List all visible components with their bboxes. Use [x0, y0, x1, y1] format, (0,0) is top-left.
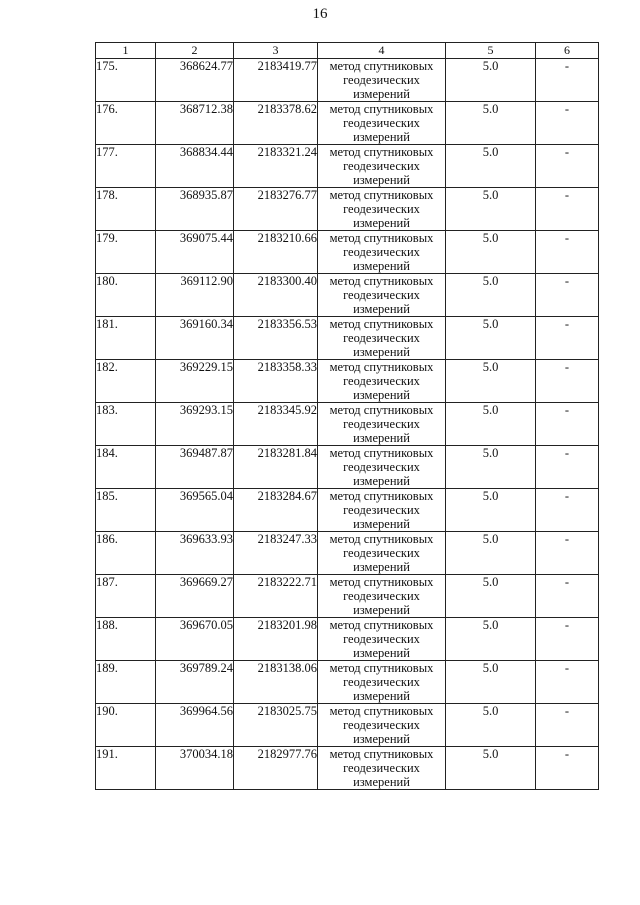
- method-line: измерений: [353, 302, 410, 316]
- method-cell: [318, 145, 446, 188]
- method-line: измерений: [353, 474, 410, 488]
- y-coordinate-cell: 2183276.77: [234, 188, 318, 231]
- method-line: геодезических: [343, 546, 420, 560]
- method-cell: [318, 661, 446, 704]
- method-line: геодезических: [343, 159, 420, 173]
- point-number-cell: 184.: [96, 446, 156, 489]
- x-coordinate-cell: 369075.44: [156, 231, 234, 274]
- note-cell: -: [536, 188, 599, 231]
- x-coordinate-cell: 370034.18: [156, 747, 234, 790]
- method-line: метод спутниковых: [329, 317, 434, 331]
- method-line: измерений: [353, 560, 410, 574]
- method-line: метод спутниковых: [329, 274, 434, 288]
- point-number-cell: 180.: [96, 274, 156, 317]
- accuracy-cell: 5.0: [446, 489, 536, 532]
- method-cell: [318, 575, 446, 618]
- column-header: 2: [156, 43, 234, 59]
- note-cell: -: [536, 704, 599, 747]
- point-number-cell: 188.: [96, 618, 156, 661]
- accuracy-cell: 5.0: [446, 446, 536, 489]
- note-cell: -: [536, 532, 599, 575]
- y-coordinate-cell: 2183281.84: [234, 446, 318, 489]
- x-coordinate-cell: 369789.24: [156, 661, 234, 704]
- table-row: [96, 575, 599, 618]
- column-header: 5: [446, 43, 536, 59]
- table-row: [96, 188, 599, 231]
- x-coordinate-cell: 369964.56: [156, 704, 234, 747]
- accuracy-cell: 5.0: [446, 231, 536, 274]
- x-coordinate-cell: 369669.27: [156, 575, 234, 618]
- method-cell: [318, 274, 446, 317]
- x-coordinate-cell: 368624.77: [156, 59, 234, 102]
- method-line: геодезических: [343, 761, 420, 775]
- method-line: метод спутниковых: [329, 489, 434, 503]
- table-row: [96, 59, 599, 102]
- table-row: [96, 231, 599, 274]
- method-cell: [318, 231, 446, 274]
- method-line: метод спутниковых: [329, 618, 434, 632]
- method-line: геодезических: [343, 374, 420, 388]
- column-header: 1: [96, 43, 156, 59]
- accuracy-cell: 5.0: [446, 661, 536, 704]
- table-row: [96, 532, 599, 575]
- accuracy-cell: 5.0: [446, 274, 536, 317]
- table-row: [96, 489, 599, 532]
- x-coordinate-cell: 369160.34: [156, 317, 234, 360]
- method-cell: [318, 188, 446, 231]
- method-line: метод спутниковых: [329, 403, 434, 417]
- table-row: [96, 704, 599, 747]
- point-number-cell: 176.: [96, 102, 156, 145]
- method-line: метод спутниковых: [329, 661, 434, 675]
- method-line: геодезических: [343, 503, 420, 517]
- method-cell: [318, 59, 446, 102]
- accuracy-cell: 5.0: [446, 403, 536, 446]
- note-cell: -: [536, 360, 599, 403]
- accuracy-cell: 5.0: [446, 360, 536, 403]
- column-header: 6: [536, 43, 599, 59]
- y-coordinate-cell: 2183284.67: [234, 489, 318, 532]
- y-coordinate-cell: 2183378.62: [234, 102, 318, 145]
- accuracy-cell: 5.0: [446, 532, 536, 575]
- point-number-cell: 181.: [96, 317, 156, 360]
- method-cell: [318, 102, 446, 145]
- method-line: метод спутниковых: [329, 704, 434, 718]
- method-line: измерений: [353, 517, 410, 531]
- table-row: [96, 661, 599, 704]
- method-cell: [318, 618, 446, 661]
- accuracy-cell: 5.0: [446, 59, 536, 102]
- method-line: геодезических: [343, 331, 420, 345]
- point-number-cell: 179.: [96, 231, 156, 274]
- method-cell: [318, 446, 446, 489]
- method-line: измерений: [353, 603, 410, 617]
- y-coordinate-cell: 2183247.33: [234, 532, 318, 575]
- note-cell: -: [536, 102, 599, 145]
- x-coordinate-cell: 368834.44: [156, 145, 234, 188]
- method-line: метод спутниковых: [329, 575, 434, 589]
- method-line: геодезических: [343, 718, 420, 732]
- method-line: метод спутниковых: [329, 145, 434, 159]
- table-row: [96, 317, 599, 360]
- point-number-cell: 175.: [96, 59, 156, 102]
- method-line: измерений: [353, 732, 410, 746]
- method-line: метод спутниковых: [329, 747, 434, 761]
- accuracy-cell: 5.0: [446, 317, 536, 360]
- table-row: [96, 102, 599, 145]
- y-coordinate-cell: 2183356.53: [234, 317, 318, 360]
- y-coordinate-cell: 2183222.71: [234, 575, 318, 618]
- method-line: геодезических: [343, 632, 420, 646]
- method-line: измерений: [353, 345, 410, 359]
- y-coordinate-cell: 2183345.92: [234, 403, 318, 446]
- note-cell: -: [536, 575, 599, 618]
- table-row: [96, 274, 599, 317]
- method-line: измерений: [353, 216, 410, 230]
- method-line: измерений: [353, 130, 410, 144]
- method-line: геодезических: [343, 116, 420, 130]
- y-coordinate-cell: 2183201.98: [234, 618, 318, 661]
- y-coordinate-cell: 2183138.06: [234, 661, 318, 704]
- x-coordinate-cell: 369229.15: [156, 360, 234, 403]
- point-number-cell: 177.: [96, 145, 156, 188]
- method-cell: [318, 747, 446, 790]
- y-coordinate-cell: 2182977.76: [234, 747, 318, 790]
- note-cell: -: [536, 317, 599, 360]
- table-body: [96, 59, 599, 790]
- point-number-cell: 185.: [96, 489, 156, 532]
- note-cell: -: [536, 274, 599, 317]
- point-number-cell: 190.: [96, 704, 156, 747]
- method-line: измерений: [353, 646, 410, 660]
- method-line: измерений: [353, 775, 410, 789]
- column-header: 3: [234, 43, 318, 59]
- point-number-cell: 183.: [96, 403, 156, 446]
- method-line: метод спутниковых: [329, 360, 434, 374]
- method-line: геодезических: [343, 245, 420, 259]
- x-coordinate-cell: 369293.15: [156, 403, 234, 446]
- note-cell: -: [536, 145, 599, 188]
- accuracy-cell: 5.0: [446, 704, 536, 747]
- point-number-cell: 182.: [96, 360, 156, 403]
- x-coordinate-cell: 369670.05: [156, 618, 234, 661]
- table-header-row: [96, 43, 599, 59]
- point-number-cell: 186.: [96, 532, 156, 575]
- accuracy-cell: 5.0: [446, 145, 536, 188]
- method-line: геодезических: [343, 417, 420, 431]
- method-cell: [318, 403, 446, 446]
- method-cell: [318, 532, 446, 575]
- table-row: [96, 618, 599, 661]
- table-row: [96, 403, 599, 446]
- note-cell: -: [536, 59, 599, 102]
- note-cell: -: [536, 403, 599, 446]
- note-cell: -: [536, 661, 599, 704]
- method-line: метод спутниковых: [329, 188, 434, 202]
- coordinates-table: [95, 42, 599, 790]
- method-line: метод спутниковых: [329, 59, 434, 73]
- accuracy-cell: 5.0: [446, 188, 536, 231]
- point-number-cell: 187.: [96, 575, 156, 618]
- method-line: измерений: [353, 388, 410, 402]
- column-header: 4: [318, 43, 446, 59]
- page-number: 16: [312, 6, 328, 22]
- table-row: [96, 360, 599, 403]
- x-coordinate-cell: 368712.38: [156, 102, 234, 145]
- y-coordinate-cell: 2183210.66: [234, 231, 318, 274]
- y-coordinate-cell: 2183025.75: [234, 704, 318, 747]
- method-line: метод спутниковых: [329, 231, 434, 245]
- method-line: метод спутниковых: [329, 446, 434, 460]
- method-line: метод спутниковых: [329, 532, 434, 546]
- method-cell: [318, 704, 446, 747]
- point-number-cell: 178.: [96, 188, 156, 231]
- method-line: измерений: [353, 259, 410, 273]
- method-cell: [318, 360, 446, 403]
- method-line: измерений: [353, 689, 410, 703]
- method-line: измерений: [353, 87, 410, 101]
- accuracy-cell: 5.0: [446, 747, 536, 790]
- x-coordinate-cell: 369487.87: [156, 446, 234, 489]
- method-line: геодезических: [343, 675, 420, 689]
- method-cell: [318, 489, 446, 532]
- x-coordinate-cell: 369565.04: [156, 489, 234, 532]
- method-line: метод спутниковых: [329, 102, 434, 116]
- method-line: измерений: [353, 431, 410, 445]
- y-coordinate-cell: 2183419.77: [234, 59, 318, 102]
- method-cell: [318, 317, 446, 360]
- method-line: измерений: [353, 173, 410, 187]
- accuracy-cell: 5.0: [446, 575, 536, 618]
- x-coordinate-cell: 369112.90: [156, 274, 234, 317]
- table-row: [96, 747, 599, 790]
- y-coordinate-cell: 2183321.24: [234, 145, 318, 188]
- note-cell: -: [536, 618, 599, 661]
- method-line: геодезических: [343, 202, 420, 216]
- table-row: [96, 446, 599, 489]
- accuracy-cell: 5.0: [446, 618, 536, 661]
- method-line: геодезических: [343, 73, 420, 87]
- method-line: геодезических: [343, 288, 420, 302]
- x-coordinate-cell: 368935.87: [156, 188, 234, 231]
- note-cell: -: [536, 747, 599, 790]
- note-cell: -: [536, 489, 599, 532]
- table-row: [96, 145, 599, 188]
- point-number-cell: 189.: [96, 661, 156, 704]
- note-cell: -: [536, 446, 599, 489]
- y-coordinate-cell: 2183358.33: [234, 360, 318, 403]
- x-coordinate-cell: 369633.93: [156, 532, 234, 575]
- point-number-cell: 191.: [96, 747, 156, 790]
- y-coordinate-cell: 2183300.40: [234, 274, 318, 317]
- method-line: геодезических: [343, 460, 420, 474]
- accuracy-cell: 5.0: [446, 102, 536, 145]
- method-line: геодезических: [343, 589, 420, 603]
- note-cell: -: [536, 231, 599, 274]
